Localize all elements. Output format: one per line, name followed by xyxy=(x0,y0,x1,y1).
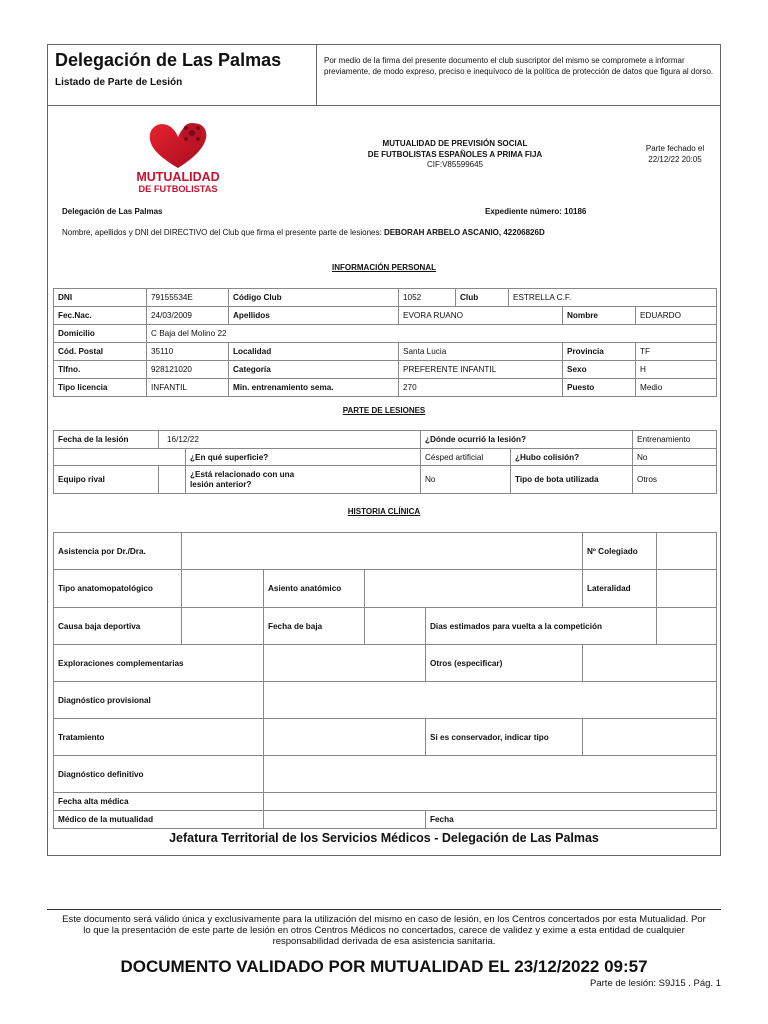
donde-label: ¿Dónde ocurrió la lesión? xyxy=(421,431,633,449)
expediente-label: Expediente número: 10186 xyxy=(485,207,587,216)
club-label: Club xyxy=(456,289,509,307)
table-row xyxy=(54,466,717,494)
relacionado-value: No xyxy=(421,466,511,494)
apellidos-label: Apellidos xyxy=(229,307,399,325)
localidad-value: Santa Lucia xyxy=(399,343,563,361)
dias-value xyxy=(657,608,717,645)
alta-value xyxy=(264,793,717,811)
fecnac-label: Fec.Nac. xyxy=(54,307,147,325)
categoria-value: PREFERENTE INFANTIL xyxy=(399,361,563,379)
fecha-historia-label: Fecha xyxy=(426,811,717,829)
domicilio-value: C Baja del Molino 22 xyxy=(147,325,717,343)
colision-label: ¿Hubo colisión? xyxy=(511,449,633,466)
provisional-value xyxy=(264,682,717,719)
nombre-value: EDUARDO xyxy=(636,307,717,325)
bota-label: Tipo de bota utilizada xyxy=(511,466,633,494)
equipo-rival-value xyxy=(159,466,186,494)
cp-label: Cód. Postal xyxy=(54,343,147,361)
table-row xyxy=(54,645,717,682)
table-row xyxy=(54,325,717,343)
empty-cell xyxy=(54,449,186,466)
tratamiento-label: Tratamiento xyxy=(54,719,264,756)
definitivo-value xyxy=(264,756,717,793)
logo-text-2: DE FUTBOLISTAS xyxy=(138,184,218,194)
asistencia-value xyxy=(182,533,583,570)
asiento-value xyxy=(365,570,583,608)
alta-label: Fecha alta médica xyxy=(54,793,264,811)
validado-banner: DOCUMENTO VALIDADO POR MUTUALIDAD EL 23/12/2022 09:57 xyxy=(120,957,648,976)
localidad-label: Localidad xyxy=(229,343,399,361)
heart-football-icon xyxy=(128,118,228,198)
apellidos-value: EVORA RUANO xyxy=(399,307,563,325)
fecnac-value: 24/03/2009 xyxy=(147,307,229,325)
anatomo-label: Tipo anatomopatológico xyxy=(54,570,182,608)
table-row xyxy=(54,379,717,397)
table-row xyxy=(54,343,717,361)
table-row xyxy=(54,289,717,307)
directivo-name: DEBORAH ARBELO ASCANIO xyxy=(383,228,499,237)
definitivo-label: Diagnóstico definitivo xyxy=(54,756,264,793)
mutual-cif: CIF:V85599645 xyxy=(426,160,484,169)
colegiado-value xyxy=(657,533,717,570)
asistencia-label: Asistencia por Dr./Dra. xyxy=(54,533,182,570)
puesto-value: Medio xyxy=(636,379,717,397)
logo-text-1: MUTUALIDAD xyxy=(136,170,220,184)
dni-label: DNI xyxy=(54,289,147,307)
table-row xyxy=(54,682,717,719)
dias-label: Dias estimados para vuelta a la competición xyxy=(426,608,657,645)
minent-value: 270 xyxy=(399,379,563,397)
codclub-label: Código Club xyxy=(229,289,399,307)
page-reference: Parte de lesión: S9J15 . Pág. 1 xyxy=(590,978,721,989)
asiento-label: Asiento anatómico xyxy=(264,570,365,608)
fechado-value: 22/12/22 20:05 xyxy=(648,154,702,164)
tratamiento-value xyxy=(264,719,426,756)
personal-info-table xyxy=(53,288,717,397)
jefatura-heading: Jefatura Territorial de los Servicios Médicos - Delegación de Las Palmas xyxy=(169,831,599,845)
colegiado-label: Nº Colegiado xyxy=(583,533,657,570)
domicilio-label: Domicilio xyxy=(54,325,147,343)
tlfno-value: 928121020 xyxy=(147,361,229,379)
mutual-line-2: DE FUTBOLISTAS ESPAÑOLES A PRIMA FIJA xyxy=(367,149,543,159)
lateralidad-label: Lateralidad xyxy=(583,570,657,608)
privacy-notice: Por medio de la firma del presente documento el club suscriptor del mismo se compromete a informar previamente, de modo expreso, preciso e inequívoco de la política de protección de datos que figura al dorso. xyxy=(324,56,714,76)
fecha-lesion-value: 16/12/22 xyxy=(159,431,421,449)
table-row xyxy=(54,449,717,466)
fechabaja-value xyxy=(365,608,426,645)
exploraciones-value xyxy=(264,645,426,682)
mutualidad-heading xyxy=(340,139,570,171)
table-row xyxy=(54,756,717,793)
club-value: ESTRELLA C.F. xyxy=(509,289,717,307)
equipo-rival-label: Equipo rival xyxy=(54,466,159,494)
mutual-line-1: MUTUALIDAD DE PREVISIÓN SOCIAL xyxy=(382,139,528,148)
personal-info-title: INFORMACIÓN PERSONAL xyxy=(332,263,436,272)
conservador-value xyxy=(583,719,717,756)
validity-note: Este documento será válido única y exclusivamente para la utilización del mismo en caso de lesión, en los Centros concertados por esta Mutualidad. Por lo que la presentación de este parte de lesión en otros Centros Médicos no concertados, carece de validez y exime a esta entidad de cualquier responsabilidad derivada de esa asistencia sanitaria. xyxy=(62,914,706,947)
table-row xyxy=(54,811,717,829)
colision-value: No xyxy=(633,449,717,466)
table-row xyxy=(54,793,717,811)
medico-label: Médico de la mutualidad xyxy=(54,811,264,829)
parte-fechado xyxy=(630,144,720,165)
otros-value xyxy=(583,645,717,682)
exploraciones-label: Exploraciones complementarias xyxy=(54,645,264,682)
tlfno-label: Tlfno. xyxy=(54,361,147,379)
table-row xyxy=(54,307,717,325)
bota-value: Otros xyxy=(633,466,717,494)
conservador-label: Si es conservador, indicar tipo xyxy=(426,719,583,756)
licencia-value: INFANTIL xyxy=(147,379,229,397)
puesto-label: Puesto xyxy=(563,379,636,397)
donde-value: Entrenamiento xyxy=(633,431,717,449)
cp-value: 35110 xyxy=(147,343,229,361)
licencia-label: Tipo licencia xyxy=(54,379,147,397)
header-title-box xyxy=(47,44,317,106)
lesiones-title: PARTE DE LESIONES xyxy=(342,406,426,415)
causa-label: Causa baja deportiva xyxy=(54,608,182,645)
page-subtitle: Listado de Parte de Lesión xyxy=(55,77,183,88)
superficie-value: Césped artificial xyxy=(421,449,511,466)
sexo-value: H xyxy=(636,361,717,379)
categoria-label: Categoría xyxy=(229,361,399,379)
sexo-label: Sexo xyxy=(563,361,636,379)
historia-title: HISTORIA CLÍNICA xyxy=(347,507,421,516)
lesiones-table xyxy=(53,430,717,494)
table-row xyxy=(54,533,717,570)
table-row xyxy=(54,361,717,379)
directivo-dni: , 42206826D xyxy=(498,228,545,237)
table-row xyxy=(54,719,717,756)
footer-divider xyxy=(47,909,721,910)
provincia-label: Provincia xyxy=(563,343,636,361)
directivo-line xyxy=(62,228,545,237)
lateralidad-value xyxy=(657,570,717,608)
relacionado-label: ¿Está relacionado con una lesión anterior? xyxy=(186,466,421,494)
fechado-label: Parte fechado el xyxy=(645,144,705,153)
mutualidad-logo xyxy=(128,118,228,198)
anatomo-value xyxy=(182,570,264,608)
causa-value xyxy=(182,608,264,645)
superficie-label: ¿En qué superficie? xyxy=(186,449,421,466)
provincia-value: TF xyxy=(636,343,717,361)
codclub-value: 1052 xyxy=(399,289,456,307)
otros-label: Otros (especificar) xyxy=(426,645,583,682)
header-notice-box xyxy=(317,44,721,106)
provisional-label: Diagnóstico provisional xyxy=(54,682,264,719)
minent-label: Min. entrenamiento sema. xyxy=(229,379,399,397)
table-row xyxy=(54,570,717,608)
fecha-lesion-label: Fecha de la lesión xyxy=(54,431,159,449)
dni-value: 79155534E xyxy=(147,289,229,307)
fechabaja-label: Fecha de baja xyxy=(264,608,365,645)
medico-value xyxy=(264,811,426,829)
delegacion-label: Delegación de Las Palmas xyxy=(62,207,163,216)
table-row xyxy=(54,431,717,449)
nombre-label: Nombre xyxy=(563,307,636,325)
directivo-label: Nombre, apellidos y DNI del DIRECTIVO del Club que firma el presente parte de lesiones: xyxy=(62,228,382,237)
historia-table xyxy=(53,532,717,829)
table-row xyxy=(54,608,717,645)
page-title: Delegación de Las Palmas xyxy=(55,50,282,70)
